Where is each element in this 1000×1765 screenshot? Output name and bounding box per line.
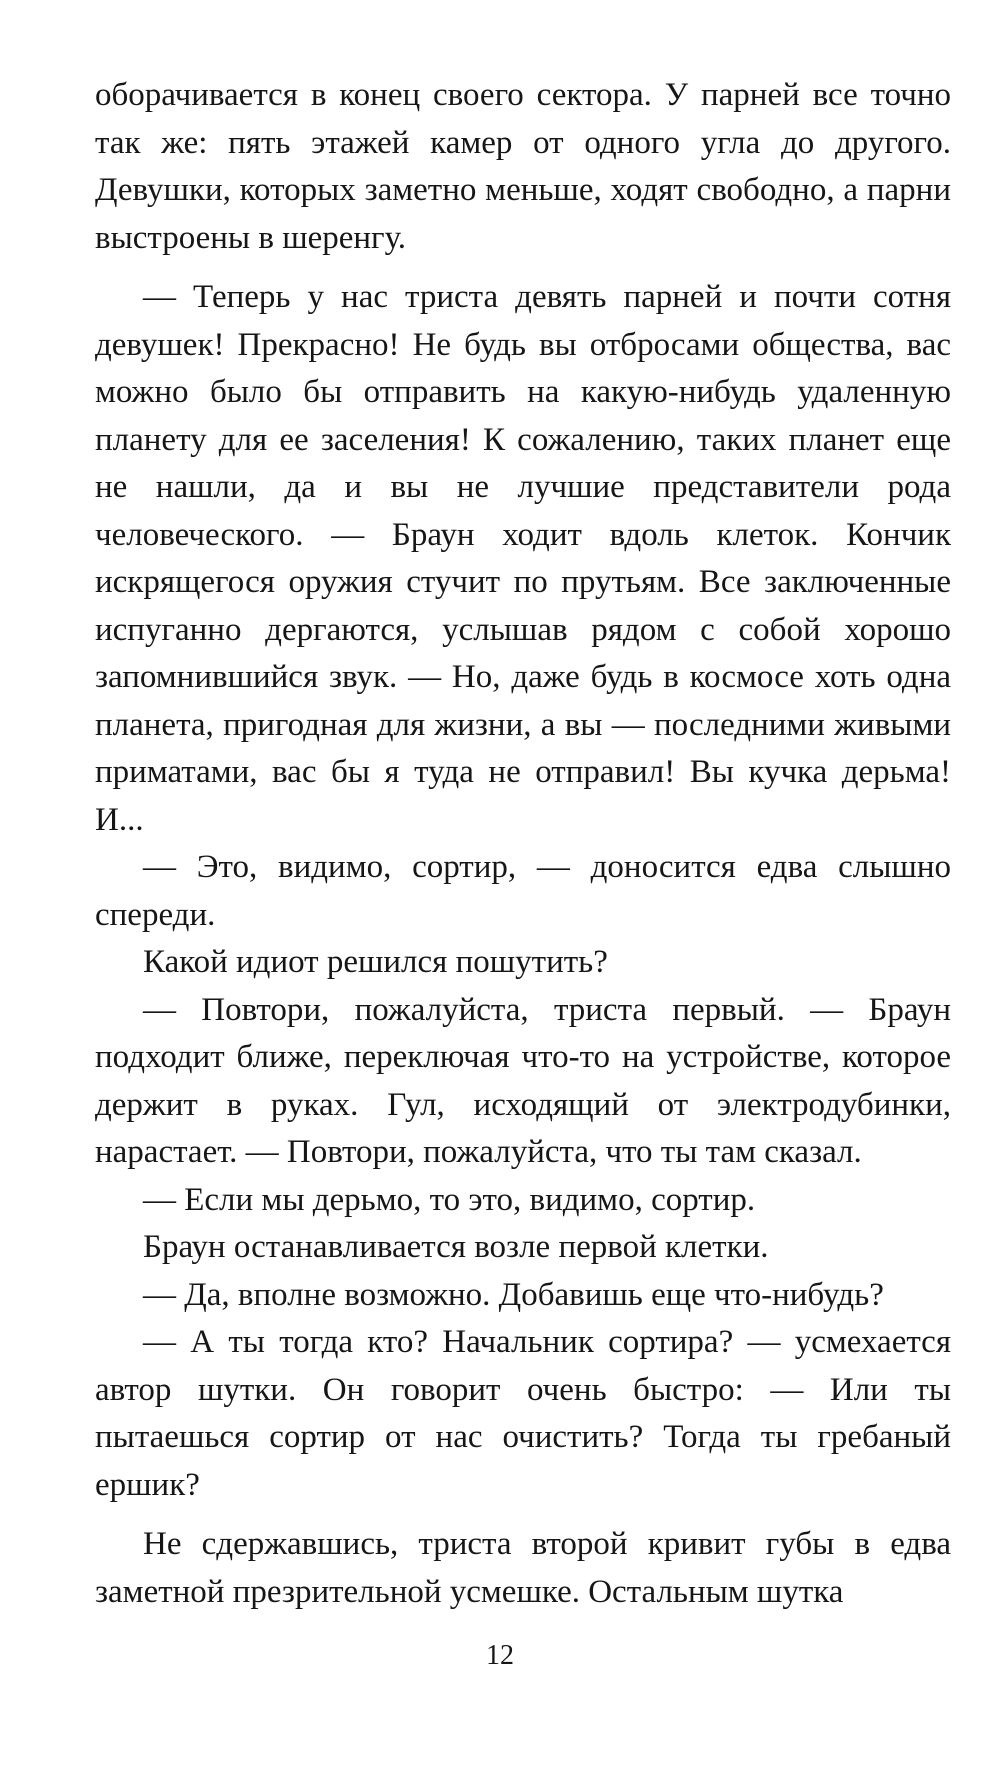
paragraph-10: Не сдержавшись, триста второй кривит губы в едва заметной презрительной усмешке. Остальным шутка (95, 1526, 951, 1610)
paragraph-3: — Это, видимо, сортир, — доносится едва слышно спереди. (95, 849, 951, 933)
paragraph-9: — А ты тогда кто? Начальник сортира? — усмехается автор шутки. Он говорит очень быстро: — Или ты пытаешься сортир от нас очистить? Тогда ты гребаный ершик? (95, 1324, 951, 1503)
paragraph-2: — Теперь у нас триста девять парней и почти сотня девушек! Прекрасно! Не будь вы отбросами общества, вас можно было бы отправить на какую-нибудь удаленную планету для ее заселения! К сожалению, таких планет еще не нашли, да и вы не лучшие представители рода человеческого. — Браун ходит вдоль клеток. Кончик искрящегося оружия стучит по прутьям. Все заключенные испуганно дергаются, услышав рядом с собой хорошо запомнившийся звук. — Но, даже будь в космосе хоть одна планета, пригодная для жизни, а вы — последними живыми приматами, вас бы я туда не отправил! Вы кучка дерьма! И... (95, 279, 951, 838)
paragraph-6: — Если мы дерьмо, то это, видимо, сортир. (143, 1181, 756, 1218)
paragraph-8: — Да, вполне возможно. Добавишь еще что-нибудь? (143, 1276, 884, 1313)
paragraph-5: — Повтори, пожалуйста, триста первый. — Браун подходит ближе, переключая что-то на устройстве, которое держит в руках. Гул, исходящий от электродубинки, нарастает. — Повтори, пожалуйста, что ты там сказал. (95, 991, 951, 1170)
page-number: 12 (486, 1640, 514, 1671)
page-body (95, 72, 951, 1616)
paragraph-7: Браун останавливается возле первой клетки. (143, 1229, 769, 1265)
paragraph-4: Какой идиот решился пошутить? (143, 944, 608, 980)
paragraph-1: оборачивается в конец своего сектора. У парней все точно так же: пять этажей камер от одного угла до другого. Девушки, которых заметно меньше, ходят свободно, а парни выстроены в шеренгу. (95, 77, 951, 256)
